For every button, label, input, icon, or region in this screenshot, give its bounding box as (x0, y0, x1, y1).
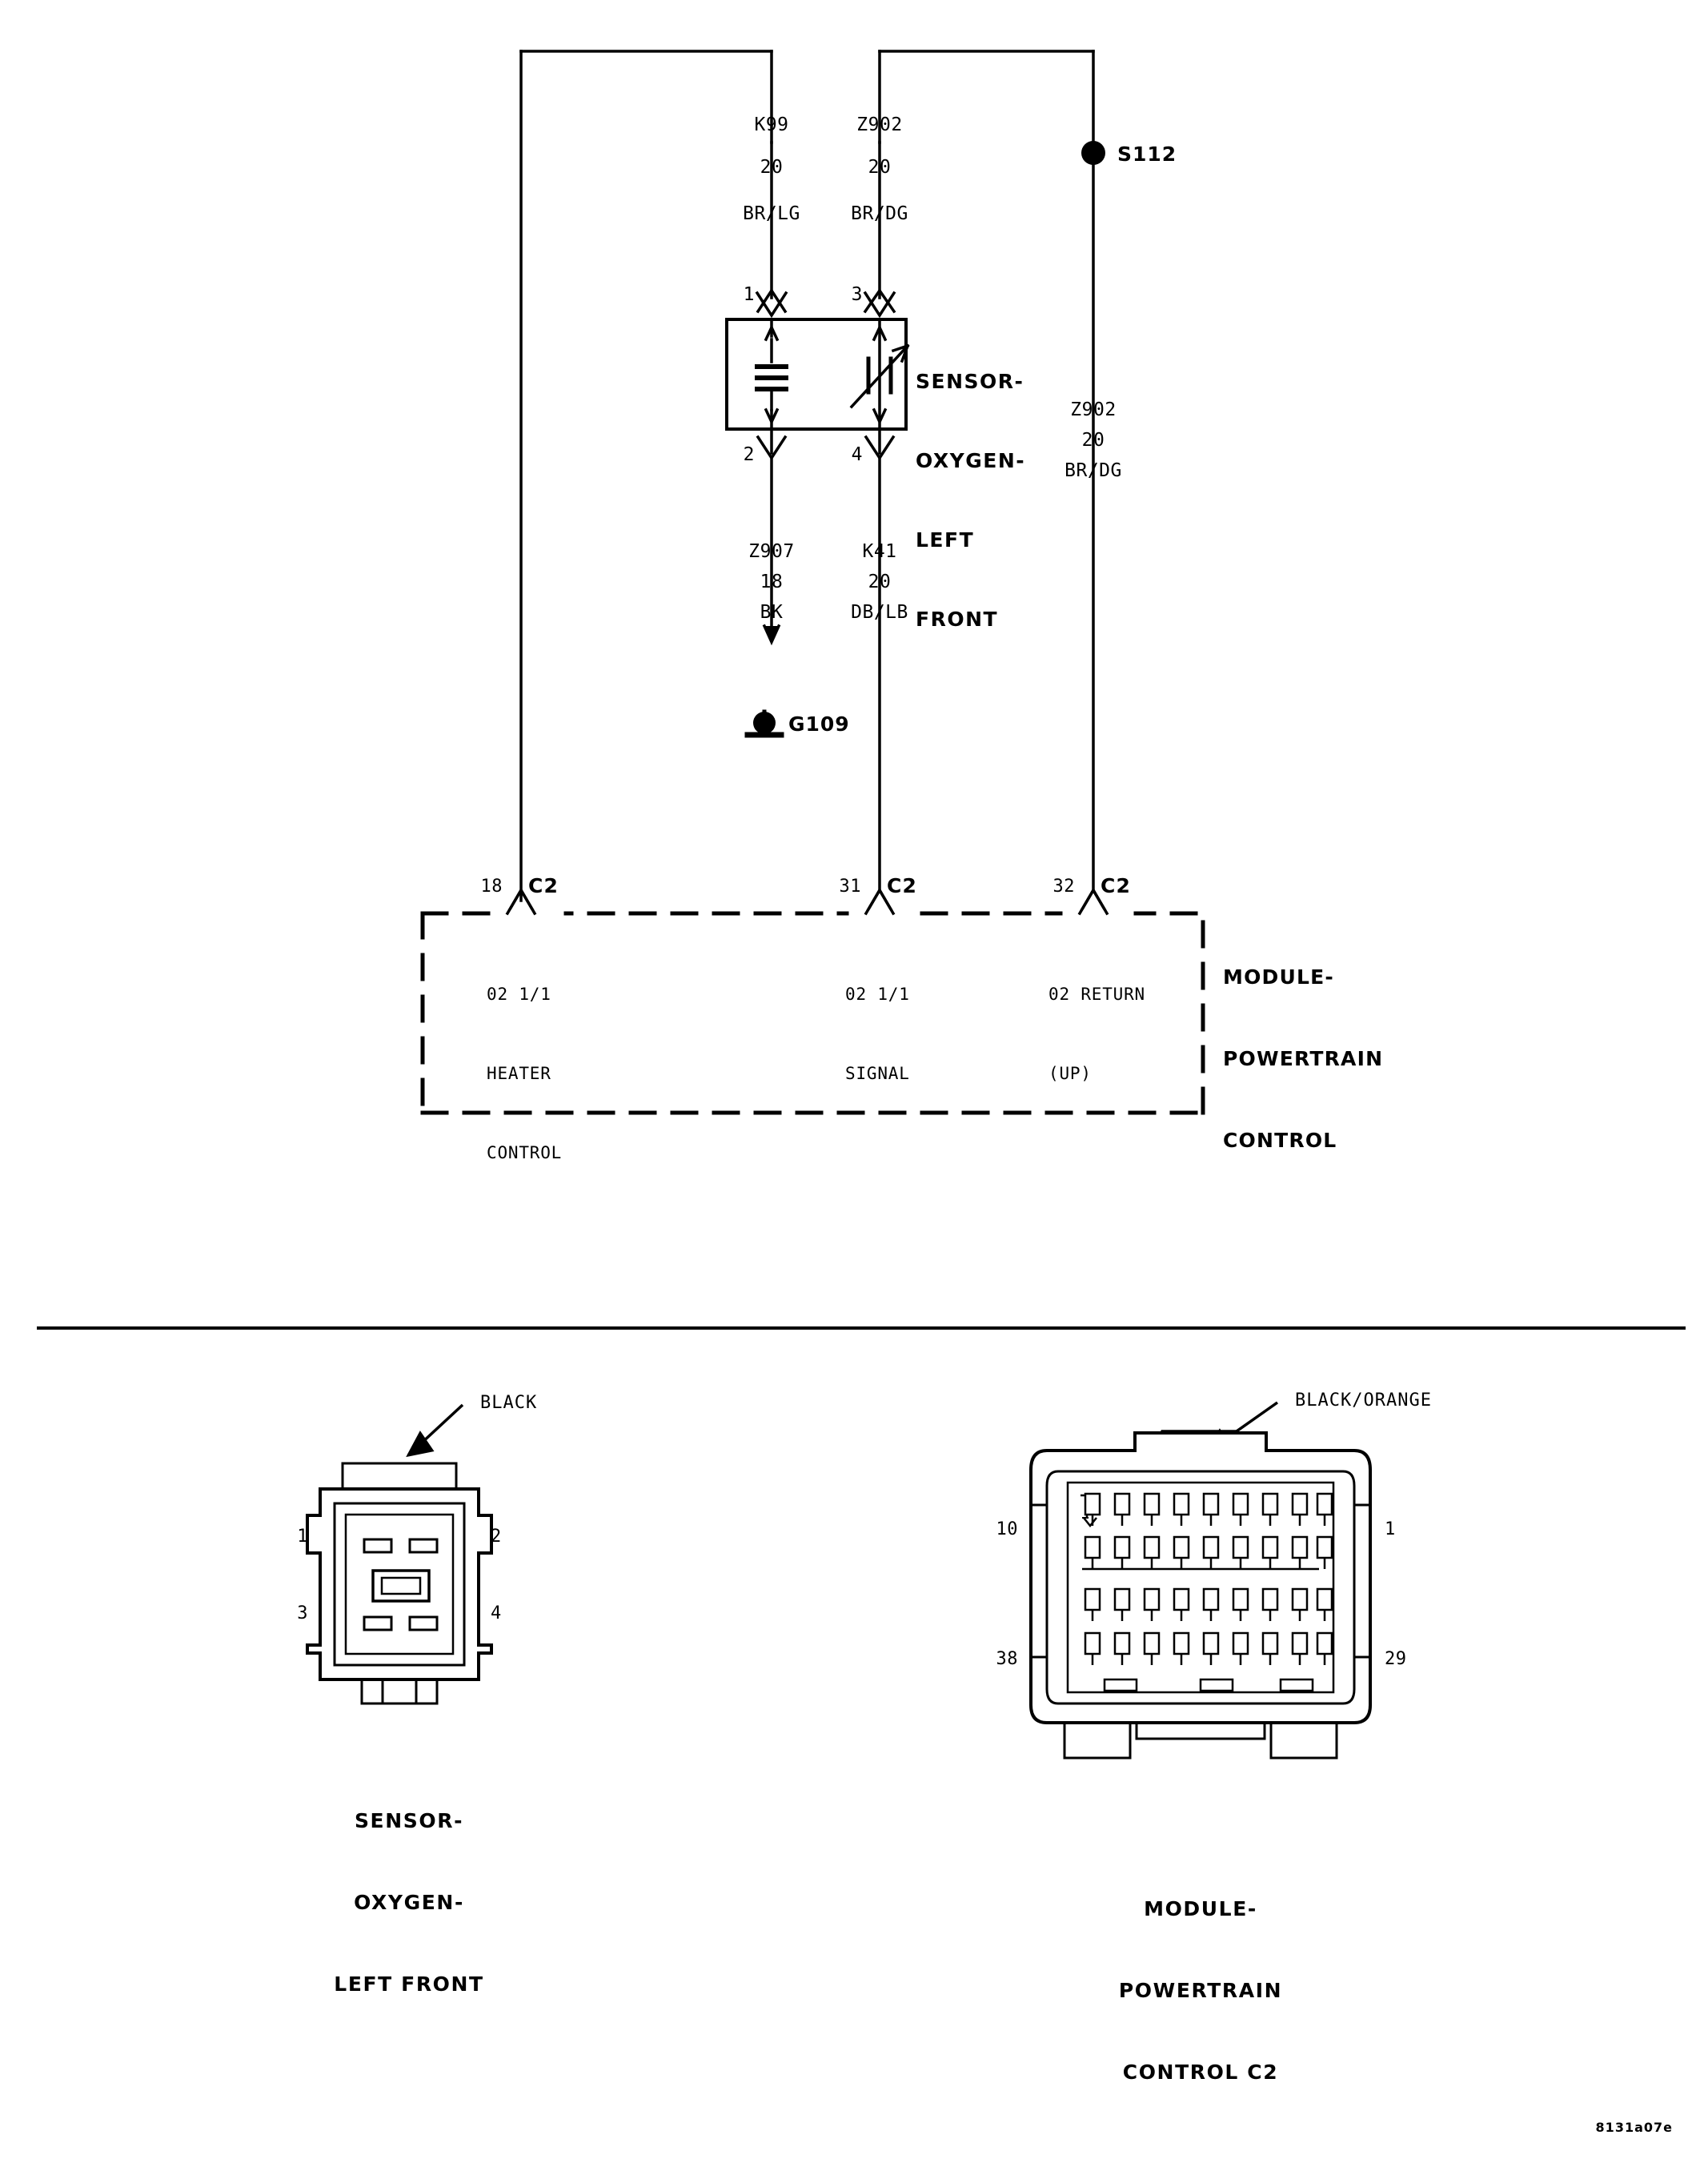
pcm-pin-31-fn-line-2: SIGNAL (845, 1064, 910, 1083)
module-name-line-3: CONTROL (1223, 1129, 1337, 1152)
sensor-cavity-label-1: 1 (297, 1527, 308, 1547)
device-name-line-4: FRONT (916, 608, 999, 631)
wire-label-k99: K99 (754, 114, 789, 135)
pcm-pin-function-31 (845, 929, 910, 1140)
wire-gauge-k41: 20 (868, 572, 892, 592)
module-name-powertrain-control (1223, 909, 1383, 1209)
sensor-caption-line-1: SENSOR- (354, 1809, 464, 1832)
device-name-sensor-oxygen-left-front (916, 315, 1025, 685)
wire-color-z902-a: BR/DG (851, 203, 908, 224)
connector-caption-sensor-oxygen (334, 1753, 483, 2053)
device-name-line-2: OXYGEN- (916, 449, 1026, 472)
wire-label-z902-a: Z902 (856, 114, 903, 135)
pcm-cavity-label-10: 10 (996, 1519, 1018, 1539)
device-pin-3: 3 (851, 284, 863, 305)
module-name-line-2: POWERTRAIN (1223, 1047, 1384, 1070)
pcm-cavity-label-29: 29 (1385, 1649, 1407, 1669)
pcm-connector-c2-32: C2 (1101, 874, 1132, 897)
sensor-cavity-label-4: 4 (491, 1603, 502, 1623)
wire-gauge-z902-a: 20 (868, 157, 892, 178)
pcm-caption-line-3: CONTROL C2 (1122, 2061, 1279, 2084)
pcm-cavity-label-1: 1 (1385, 1519, 1396, 1539)
wire-gauge-k99: 20 (760, 157, 784, 178)
wire-gauge-z907: 18 (760, 572, 784, 592)
pcm-pin-18-fn-line-3: CONTROL (487, 1143, 563, 1162)
wire-label-z902-b: Z902 (1070, 399, 1117, 420)
pcm-caption-line-1: MODULE- (1144, 1897, 1257, 1920)
connector-callout-black-orange: BLACK/ORANGE (1295, 1390, 1432, 1411)
wire-label-k41: K41 (862, 541, 897, 562)
pcm-connector-c2-31: C2 (887, 874, 918, 897)
pcm-connector-c2-18: C2 (528, 874, 559, 897)
connector-caption-pcm-c2 (1119, 1841, 1282, 2141)
pcm-pin-function-18 (487, 929, 562, 1219)
pcm-cavity-label-38: 38 (996, 1649, 1018, 1669)
sensor-cavity-label-3: 3 (297, 1603, 308, 1623)
pcm-pin-18-fn-line-1: 02 1/1 (487, 985, 551, 1004)
pcm-pin-18-fn-line-2: HEATER (487, 1064, 551, 1083)
pcm-pin-number-32: 32 (1052, 877, 1075, 897)
sensor-cavity-label-2: 2 (491, 1527, 502, 1547)
pcm-pin-32-fn-line-1: 02 RETURN (1048, 985, 1145, 1004)
connector-callout-black: BLACK (480, 1393, 538, 1413)
wire-color-k99: BR/LG (743, 203, 800, 224)
pcm-pin-31-fn-line-1: 02 1/1 (845, 985, 910, 1004)
device-name-line-1: SENSOR- (916, 370, 1024, 393)
pcm-caption-line-2: POWERTRAIN (1118, 1979, 1283, 2002)
wire-color-k41: DB/LB (851, 602, 908, 623)
pcm-pin-function-32 (1048, 929, 1145, 1140)
pcm-pin-number-31: 31 (839, 877, 861, 897)
figure-id: 8131a07e (1595, 2120, 1673, 2135)
device-pin-2: 2 (743, 444, 755, 465)
device-pin-1: 1 (743, 284, 755, 305)
sensor-caption-line-2: OXYGEN- (354, 1891, 464, 1914)
splice-label-s112: S112 (1117, 142, 1177, 166)
wire-color-z902-b: BR/DG (1064, 460, 1122, 481)
ground-label-g109: G109 (788, 712, 850, 736)
module-name-line-1: MODULE- (1223, 965, 1334, 989)
pcm-pin-number-18: 18 (480, 877, 503, 897)
wire-color-z907: BK (760, 602, 784, 623)
device-name-line-3: LEFT (916, 528, 975, 552)
device-pin-4: 4 (851, 444, 863, 465)
sensor-caption-line-3: LEFT FRONT (334, 1972, 484, 1996)
pcm-pin-32-fn-line-2: (UP) (1048, 1064, 1092, 1083)
wire-label-z907: Z907 (748, 541, 795, 562)
wire-gauge-z902-b: 20 (1081, 430, 1105, 451)
